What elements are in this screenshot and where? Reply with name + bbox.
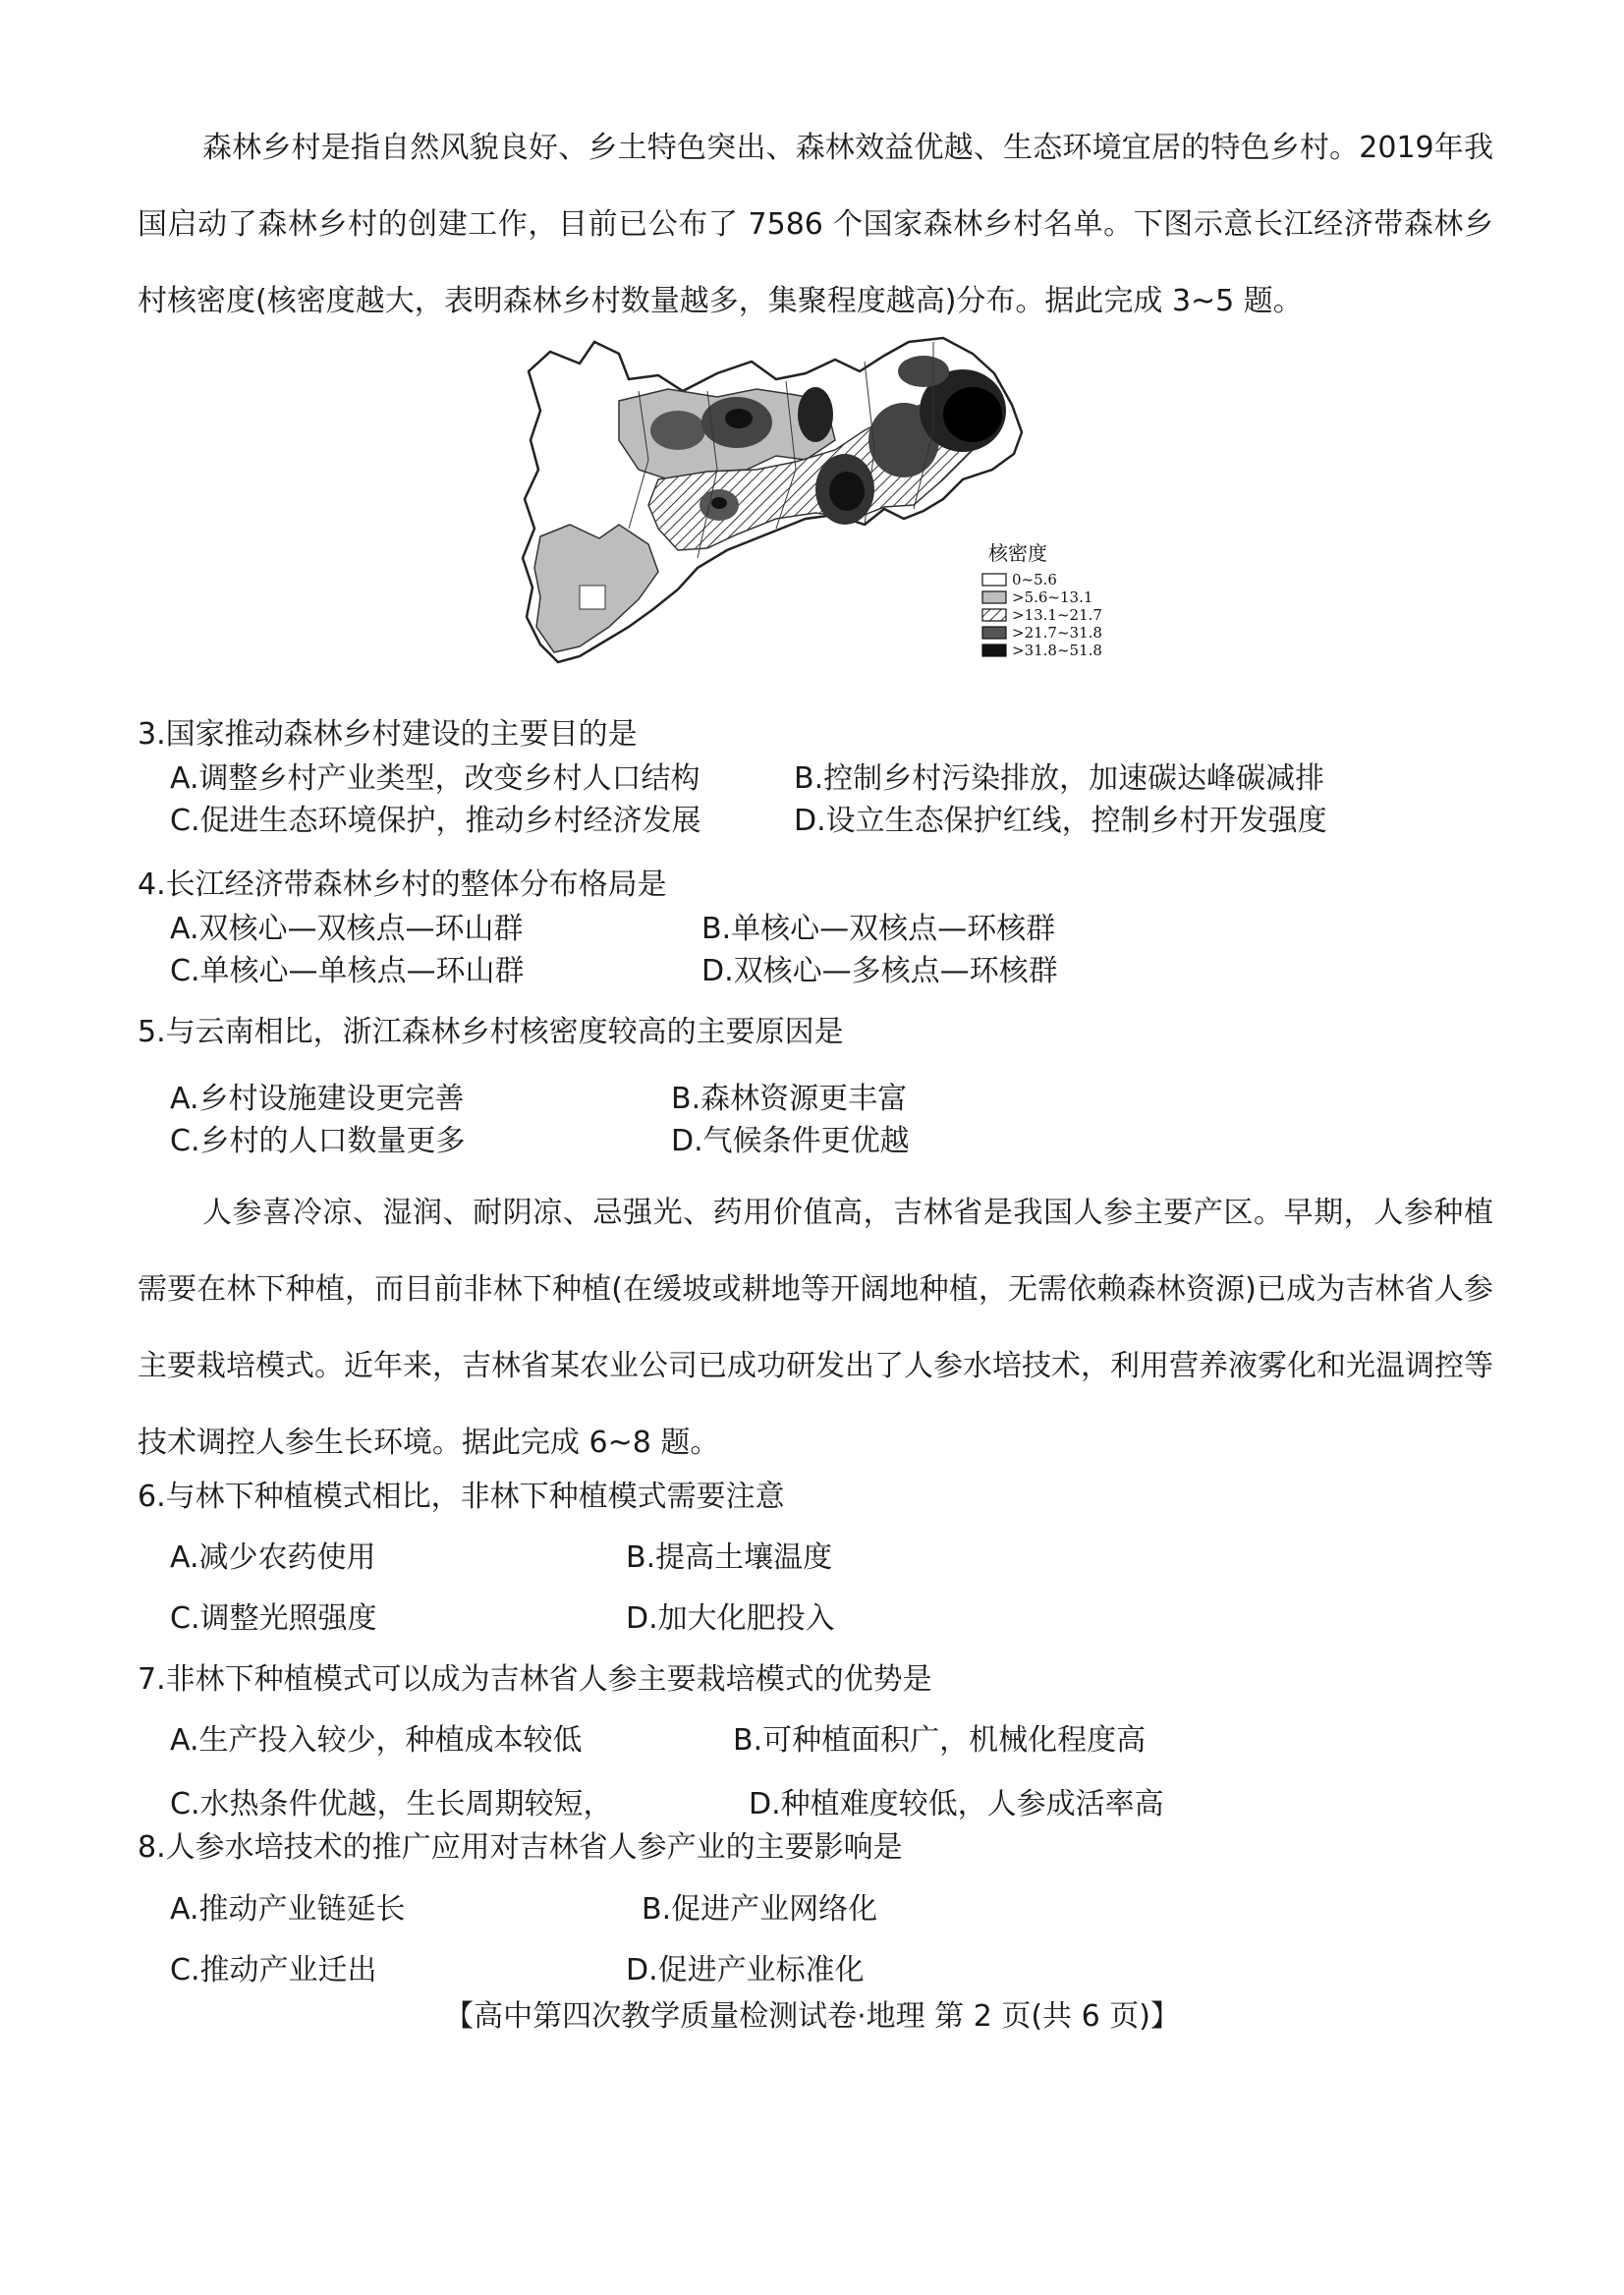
question-5-option-d[interactable]: D.气候条件更优越 <box>671 1124 910 1158</box>
question-4-option-d[interactable]: D.双核心—多核点—环核群 <box>701 954 1058 988</box>
white-patch <box>580 586 605 609</box>
question-3-option-a[interactable]: A.调整乡村产业类型，改变乡村人口结构 <box>170 761 700 796</box>
question-5-stem: 5.与云南相比，浙江森林乡村核密度较高的主要原因是 <box>138 1015 844 1049</box>
page-footer: 【高中第四次教学质量检测试卷·地理 第 2 页(共 6 页)】 <box>444 1999 1180 2034</box>
question-5-option-a[interactable]: A.乡村设施建设更完善 <box>170 1082 465 1116</box>
legend-item <box>982 624 1102 642</box>
question-3-stem: 3.国家推动森林乡村建设的主要目的是 <box>138 717 638 752</box>
question-8-option-d[interactable]: D.促进产业标准化 <box>626 1953 865 1987</box>
legend-item <box>982 588 1092 606</box>
question-7-option-b[interactable]: B.可种植面积广，机械化程度高 <box>733 1723 1147 1758</box>
question-7-stem: 7.非林下种植模式可以成为吉林省人参主要栽培模式的优势是 <box>138 1662 932 1697</box>
svg-text:>31.8~51.8: >31.8~51.8 <box>1012 642 1102 659</box>
density-core-hubei <box>798 387 833 442</box>
density-core-zhejiang-inner <box>943 387 1002 442</box>
question-4-option-a[interactable]: A.双核心—双核点—环山群 <box>170 912 524 946</box>
density-core-hunan-inner <box>829 472 865 511</box>
passage-ginseng: 人参喜冷凉、湿润、耐阴凉、忌强光、药用价值高，吉林省是我国人参主要产区。早期，人参种植需要在林下种植，而目前非林下种植(在缓坡或耕地等开阔地种植，无需依赖森林资源)已成为吉林省人参主要栽培模式。近年来，吉林省某农业公司已成功研发出了人参水培技术，利用营养液雾化和光温调控等技术调控人参生长环境。据此完成 6~8 题。 <box>138 1196 1493 1460</box>
question-6-option-a[interactable]: A.减少农药使用 <box>170 1540 376 1575</box>
legend-item <box>982 642 1102 659</box>
kernel-density-map <box>511 332 1120 676</box>
question-4-stem: 4.长江经济带森林乡村的整体分布格局是 <box>138 868 667 902</box>
svg-text:>21.7~31.8: >21.7~31.8 <box>1012 624 1102 642</box>
question-3-option-b[interactable]: B.控制乡村污染排放，加速碳达峰碳减排 <box>794 761 1325 796</box>
svg-text:>13.1~21.7: >13.1~21.7 <box>1012 606 1102 624</box>
question-7-option-a[interactable]: A.生产投入较少，种植成本较低 <box>170 1723 583 1758</box>
question-7-option-c[interactable]: C.水热条件优越，生长周期较短， <box>170 1787 613 1821</box>
passage-forest-villages: 森林乡村是指自然风貌良好、乡土特色突出、森林效益优越、生态环境宜居的特色乡村。2019年我国启动了森林乡村的创建工作，目前已公布了 7586 个国家森林乡村名单。下图示意长江经济带森林乡村核密度(核密度越大，表明森林乡村数量越多，集聚程度越高)分布。据此完成 3~5 题。 <box>138 131 1493 318</box>
question-6-stem: 6.与林下种植模式相比，非林下种植模式需要注意 <box>138 1480 785 1514</box>
legend-item <box>982 571 1057 588</box>
svg-text:0~5.6: 0~5.6 <box>1012 571 1057 588</box>
question-8-option-b[interactable]: B.促进产业网络化 <box>642 1892 878 1927</box>
question-8-stem: 8.人参水培技术的推广应用对吉林省人参产业的主要影响是 <box>138 1830 903 1865</box>
density-core-anhui <box>898 356 949 387</box>
density-core-guizhou-inner <box>711 497 727 509</box>
question-6-option-d[interactable]: D.加大化肥投入 <box>626 1601 835 1636</box>
question-5-option-c[interactable]: C.乡村的人口数量更多 <box>170 1124 466 1158</box>
svg-text:>5.6~13.1: >5.6~13.1 <box>1012 588 1093 606</box>
map-figure <box>511 332 1120 676</box>
density-core-sichuan <box>650 411 705 450</box>
legend-item <box>982 606 1102 624</box>
question-4-option-c[interactable]: C.单核心—单核点—环山群 <box>170 954 525 988</box>
question-4-option-b[interactable]: B.单核心—双核点—环核群 <box>701 912 1056 946</box>
legend-title: 核密度 <box>988 541 1047 565</box>
question-7-option-d[interactable]: D.种植难度较低，人参成活率高 <box>749 1787 1164 1821</box>
question-3-option-c[interactable]: C.促进生态环境保护，推动乡村经济发展 <box>170 804 701 838</box>
question-8-option-a[interactable]: A.推动产业链延长 <box>170 1892 406 1927</box>
question-5-option-b[interactable]: B.森林资源更丰富 <box>671 1082 908 1116</box>
question-6-option-b[interactable]: B.提高土壤温度 <box>626 1540 833 1575</box>
map-legend <box>982 541 1102 659</box>
question-6-option-c[interactable]: C.调整光照强度 <box>170 1601 377 1636</box>
question-8-option-c[interactable]: C.推动产业迁出 <box>170 1953 377 1987</box>
question-3-option-d[interactable]: D.设立生态保护红线，控制乡村开发强度 <box>794 804 1327 838</box>
density-core-chongqing-inner <box>725 409 753 428</box>
